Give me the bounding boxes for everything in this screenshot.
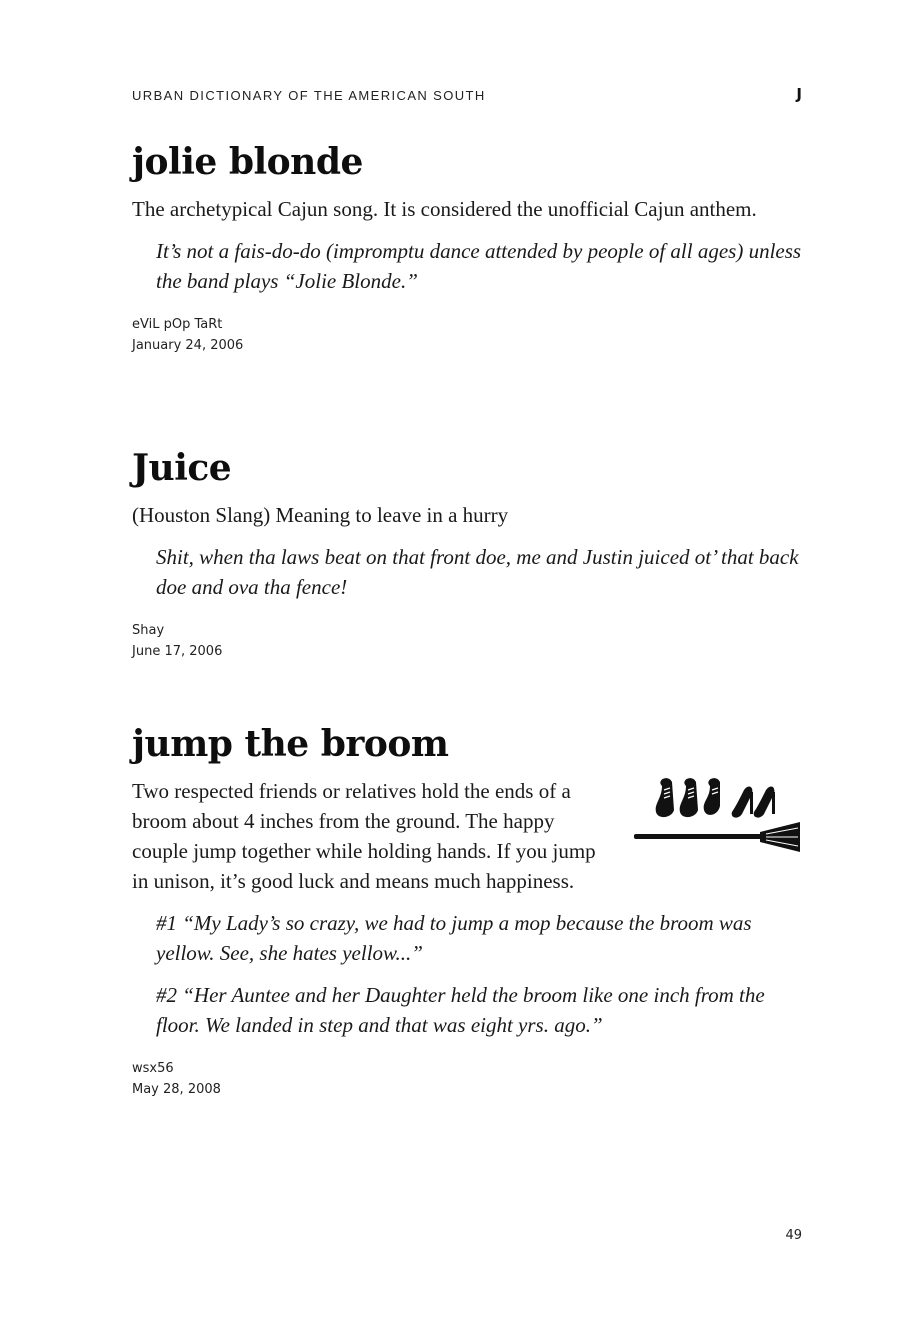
- headword: Juice: [132, 447, 232, 489]
- example: Shit, when tha laws beat on that front doe, me and Justin juiced ot’ that back doe and ova tha fence!: [156, 545, 799, 599]
- author: Shay: [132, 623, 165, 638]
- author: eViL pOp TaRt: [132, 317, 223, 332]
- author: wsx56: [132, 1061, 174, 1076]
- date: January 24, 2006: [132, 338, 244, 353]
- entry-meta: [132, 620, 802, 662]
- example: #2 “Her Auntee and her Daughter held the broom like one inch from the floor. We landed in step and that was eight yrs. ago.”: [156, 983, 765, 1037]
- definition: (Houston Slang) Meaning to leave in a hurry: [132, 503, 509, 527]
- headword: jump the broom: [132, 723, 449, 765]
- page-number: 49: [785, 1228, 802, 1243]
- entry-meta: [132, 1058, 802, 1100]
- running-head-letter: J: [796, 85, 802, 103]
- entry-juice: [132, 446, 802, 662]
- entry-jolie-blonde: [132, 140, 802, 356]
- headword: jolie blonde: [132, 141, 363, 183]
- entry-meta: [132, 314, 802, 356]
- date: May 28, 2008: [132, 1082, 221, 1097]
- running-head: [132, 85, 802, 106]
- definition: Two respected friends or relatives hold the ends of a broom about 4 inches from the ground. The happy couple jump together while holding hands. If you jump in unison, it’s good luck and means much happiness.: [132, 779, 596, 893]
- date: June 17, 2006: [132, 644, 223, 659]
- example: It’s not a fais-do-do (impromptu dance attended by people of all ages) unless the band plays “Jolie Blonde.”: [156, 239, 802, 293]
- example: #1 “My Lady’s so crazy, we had to jump a mop because the broom was yellow. See, she hates yellow...”: [156, 911, 752, 965]
- definition: The archetypical Cajun song. It is considered the unofficial Cajun anthem.: [132, 197, 757, 221]
- definition-block: [132, 776, 802, 896]
- shoes-and-broom-icon: [632, 776, 802, 860]
- entry-jump-the-broom: [132, 722, 802, 1100]
- running-head-title: URBAN DICTIONARY OF THE AMERICAN SOUTH: [132, 88, 486, 103]
